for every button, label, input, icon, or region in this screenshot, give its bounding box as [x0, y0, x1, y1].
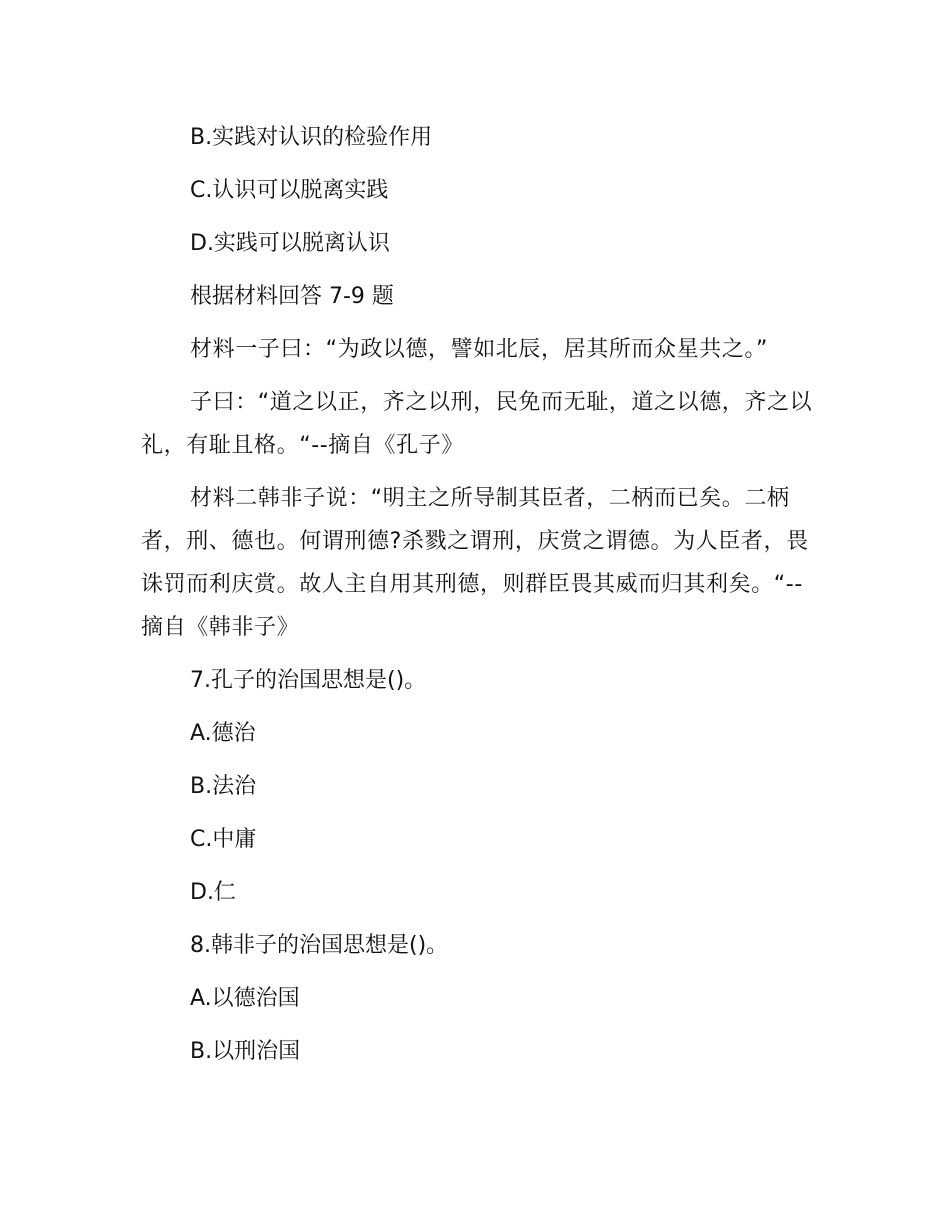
question-8-stem: 8.韩非子的治国思想是()。 — [190, 933, 449, 958]
option-b-text: B.实践对认识的检验作用 — [190, 125, 433, 150]
option-c-text: C.认识可以脱离实践 — [190, 178, 389, 203]
question-7-option-a: A.德治 — [190, 721, 256, 746]
material-instruction: 根据材料回答 7-9 题 — [190, 284, 394, 309]
material-one-paragraph-a: 材料一子曰：“为政以德，譬如北辰，居其所而众星共之。” — [190, 337, 768, 362]
question-8-option-b: B.以刑治国 — [190, 1039, 301, 1064]
question-7-option-d: D.仁 — [190, 880, 236, 905]
material-one-paragraph-b: 子曰：“道之以正，齐之以刑，民免而无耻，道之以德，齐之以礼，有耻且格。“--摘自《孔子》 — [141, 390, 813, 458]
material-two-paragraph: 材料二韩非子说：“明主之所导制其臣者，二柄而已矣。二柄者，刑、德也。何谓刑德?杀戮之谓刑，庆赏之谓德。为人臣者，畏诛罚而利庆赏。故人主自用其刑德，则群臣畏其威而归其利矣。“--摘自《韩非子》 — [141, 486, 809, 640]
question-7-option-b: B.法治 — [190, 774, 257, 799]
document-body — [141, 116, 813, 1073]
question-7-stem: 7.孔子的治国思想是()。 — [190, 668, 427, 693]
question-8-option-a: A.以德治国 — [190, 986, 300, 1011]
question-7-option-c: C.中庸 — [190, 827, 257, 852]
option-d-text: D.实践可以脱离认识 — [190, 231, 390, 256]
